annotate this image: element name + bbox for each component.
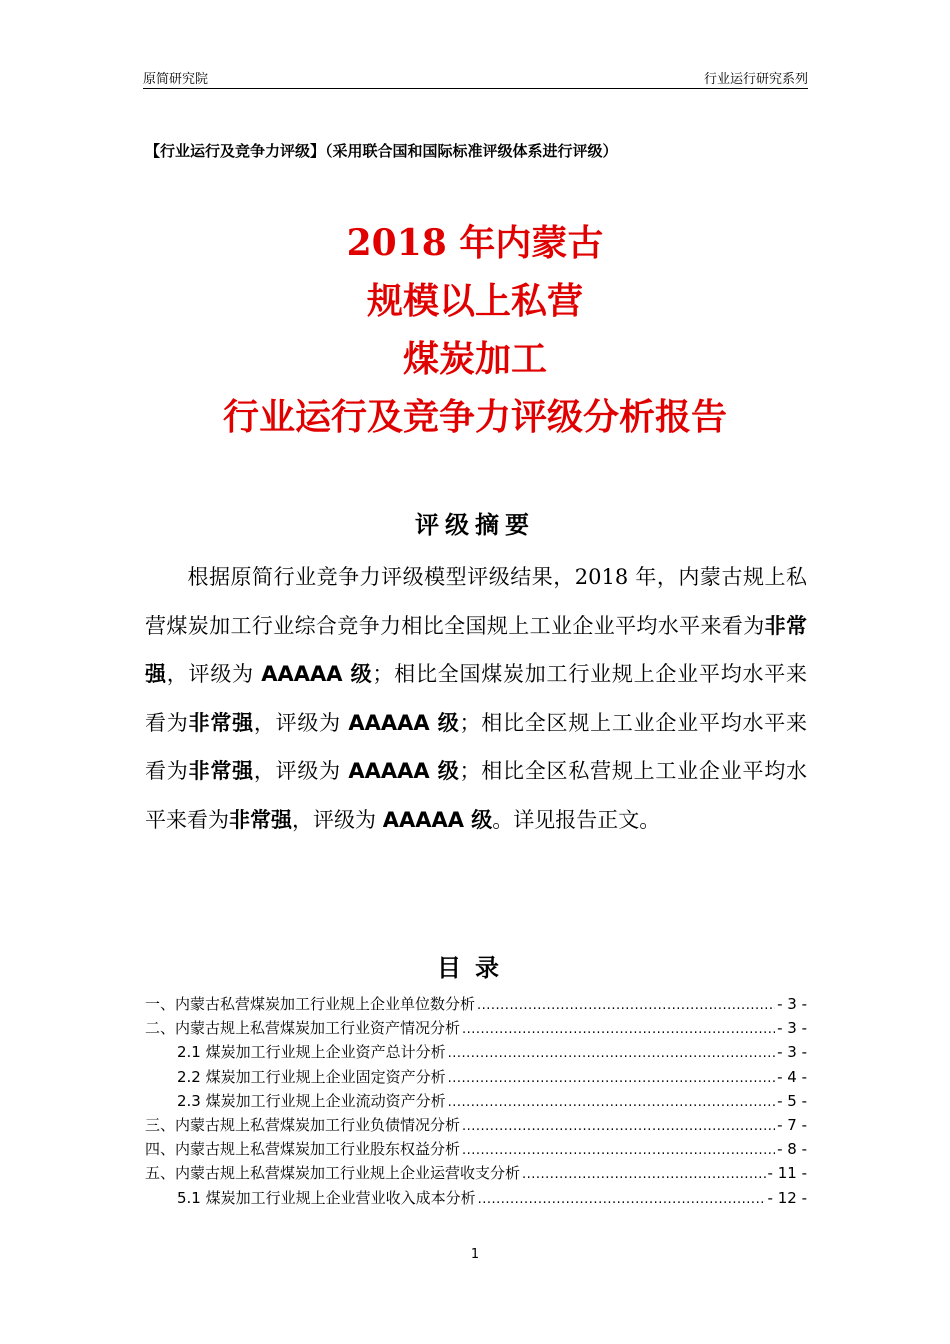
toc-entry-page: - 8 - — [777, 1140, 807, 1159]
rating-grade: AAAAA 级 — [261, 662, 373, 686]
rating-grade: AAAAA 级 — [348, 710, 460, 735]
toc-entry-label: 2.2 煤炭加工行业规上企业固定资产分析 — [177, 1067, 446, 1086]
rating-strength: 非常强 — [188, 759, 254, 783]
toc-leader-dots — [478, 1192, 766, 1207]
abstract-text: ；相比全区私营规上工业企业平均水平来看为 — [145, 759, 808, 832]
rating-strength: 非常强 — [145, 613, 808, 686]
rating-grade: AAAAA 级 — [348, 759, 460, 783]
toc-entry-page: - 12 - — [767, 1188, 807, 1207]
abstract-text: ，评级为 — [166, 662, 262, 686]
toc-subentry[interactable] — [145, 1066, 807, 1090]
abstract-text: 。详见报告正文。 — [492, 807, 661, 832]
toc-entry-page: - 5 - — [777, 1091, 807, 1110]
toc-entry-label: 2.3 煤炭加工行业规上企业流动资产分析 — [177, 1091, 446, 1110]
toc-subentry[interactable] — [145, 1041, 807, 1065]
title-line-3: 煤炭加工 — [402, 338, 547, 380]
title-line-1: 2018 年内蒙古 — [346, 222, 604, 264]
abstract-text: ，评级为 — [292, 807, 383, 832]
table-of-contents — [145, 993, 807, 1211]
rating-strength: 非常强 — [188, 710, 254, 735]
toc-entry-label: 五、内蒙古规上私营煤炭加工行业规上企业运营收支分析 — [145, 1164, 521, 1183]
abstract-text: 根据原简行业竞争力评级模型评级结果，2018 年，内蒙古规上私营煤炭加工行业综合竞争力相比全国规上工业企业平均水平来看为 — [145, 565, 807, 638]
toc-entry-page: - 3 - — [777, 995, 807, 1013]
abstract-text: ；相比全区规上工业企业平均水平来看为 — [145, 710, 808, 783]
toc-entry-page: - 11 - — [767, 1164, 807, 1183]
header-publisher: 原简研究院 — [143, 72, 209, 87]
toc-leader-dots — [448, 1095, 775, 1110]
title-line-2: 规模以上私营 — [366, 280, 583, 322]
toc-entry-label: 三、内蒙古规上私营煤炭加工行业负债情况分析 — [145, 1115, 461, 1134]
toc-entry-label: 四、内蒙古规上私营煤炭加工行业股东权益分析 — [145, 1140, 461, 1159]
toc-entry-label: 二、内蒙古规上私营煤炭加工行业资产情况分析 — [145, 1019, 461, 1038]
toc-entry[interactable] — [145, 1114, 807, 1138]
abstract-paragraph — [145, 553, 807, 844]
header-series: 行业运行研究系列 — [703, 72, 808, 87]
toc-leader-dots — [448, 1046, 775, 1061]
title-line-4: 行业运行及竞争力评级分析报告 — [222, 396, 727, 438]
abstract-text: ；相比全国煤炭加工行业规上企业平均水平来看为 — [145, 662, 807, 735]
toc-subentry[interactable] — [145, 1187, 807, 1211]
toc-leader-dots — [448, 1071, 775, 1086]
toc-entry-label: 5.1 煤炭加工行业规上企业营业收入成本分析 — [177, 1188, 476, 1207]
toc-entry[interactable] — [145, 1162, 807, 1186]
toc-leader-dots — [462, 1119, 775, 1134]
page-number: 1 — [470, 1247, 480, 1262]
toc-leader-dots — [462, 1022, 775, 1037]
toc-entry[interactable] — [145, 1138, 807, 1162]
toc-leader-dots — [462, 1143, 775, 1158]
toc-heading: 目录 — [437, 954, 513, 982]
toc-entry-page: - 7 - — [777, 1115, 807, 1134]
toc-entry-label: 2.1 煤炭加工行业规上企业资产总计分析 — [177, 1043, 446, 1062]
report-title — [100, 214, 850, 446]
page-header — [143, 66, 808, 89]
toc-entry[interactable] — [145, 993, 807, 1017]
abstract-heading: 评级摘要 — [415, 511, 535, 539]
toc-entry-page: - 4 - — [777, 1067, 807, 1086]
rating-note: 【行业运行及竞争力评级】（采用联合国和国际标准评级体系进行评级） — [145, 142, 618, 160]
abstract-text: ，评级为 — [253, 710, 349, 735]
toc-entry-label: 一、内蒙古私营煤炭加工行业规上企业单位数分析 — [145, 995, 476, 1013]
rating-grade: AAAAA 级 — [382, 807, 493, 832]
rating-strength: 非常强 — [229, 807, 292, 832]
toc-leader-dots — [477, 998, 775, 1013]
abstract-text: ，评级为 — [253, 759, 349, 783]
toc-entry[interactable] — [145, 1017, 807, 1041]
toc-entry-page: - 3 - — [777, 1019, 807, 1038]
toc-leader-dots — [522, 1167, 766, 1182]
toc-subentry[interactable] — [145, 1090, 807, 1114]
toc-entry-page: - 3 - — [777, 1043, 807, 1062]
